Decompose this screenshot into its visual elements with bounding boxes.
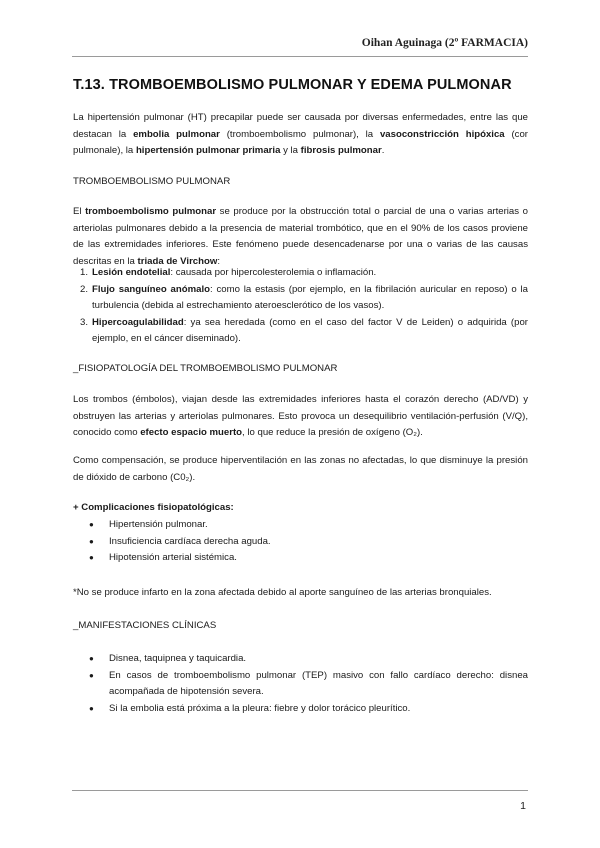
bullet-icon: ● bbox=[89, 536, 94, 546]
intro-text-5: . bbox=[381, 145, 385, 156]
list-item-text: Insuficiencia cardíaca derecha aguda. bbox=[109, 535, 271, 547]
fisio-text-1: Los trombos (émbolos), viajan desde las extremidades inferiores hasta el corazón derecho (AD/VD) y obstruyen las arterias y arteriolas pulmonares. Esto provoca un desequilibrio ventilación-perfusión (V/Q), conocido como bbox=[73, 394, 528, 438]
bullet-icon: ● bbox=[89, 670, 94, 680]
list-item-text: : ya sea heredada (como en el caso del factor V de Leiden) o adquirida (por ejemplo, en el cáncer diseminado). bbox=[92, 316, 528, 344]
tep-bold-2: triada de Virchow bbox=[137, 255, 218, 267]
bullet-icon: ● bbox=[89, 654, 94, 663]
intro-bold-4: fibrosis pulmonar bbox=[300, 145, 382, 156]
intro-text-3: (cor pulmonale), la bbox=[73, 128, 528, 156]
bullet-icon: ● bbox=[89, 520, 94, 529]
list-item bbox=[73, 651, 528, 668]
list-item bbox=[73, 315, 528, 348]
virchow-list bbox=[73, 265, 528, 348]
list-number: 3. bbox=[80, 316, 89, 328]
list-number: 1. bbox=[80, 267, 89, 278]
complications-heading: + Complicaciones fisiopatológicas: bbox=[73, 502, 234, 513]
bullet-icon: ● bbox=[89, 703, 94, 713]
list-item-bold: Lesión endotelial bbox=[92, 267, 171, 278]
list-item bbox=[73, 282, 528, 315]
fisio-bold-1: efecto espacio muerto bbox=[140, 427, 243, 438]
list-item bbox=[73, 550, 528, 567]
intro-bold-3: hipertensión pulmonar primaria bbox=[135, 145, 281, 156]
section-heading-manifestaciones: _MANIFESTACIONES CLÍNICAS bbox=[73, 620, 217, 631]
list-item-text: Hipotensión arterial sistémica. bbox=[109, 552, 237, 563]
manifestaciones-list bbox=[73, 651, 528, 717]
intro-paragraph bbox=[73, 110, 528, 160]
page-number: 1 bbox=[520, 800, 526, 812]
list-item-text: Hipertensión pulmonar. bbox=[109, 519, 208, 530]
tep-text-1: El bbox=[73, 206, 86, 217]
list-item-text: : como la estasis (por ejemplo, en la fibrilación auricular en reposo) o la turbulencia (debida al estrechamiento ateroesclerótico de los vasos). bbox=[92, 283, 528, 311]
fisio-text-2: , lo que reduce la presión de oxígeno (O₂). bbox=[242, 427, 423, 438]
page-title: T.13. TROMBOEMBOLISMO PULMONAR Y EDEMA PULMONAR bbox=[73, 77, 512, 93]
bullet-icon: ● bbox=[89, 553, 94, 562]
footer-rule bbox=[72, 790, 528, 791]
list-item-bold: Flujo sanguíneo anómalo bbox=[92, 283, 210, 295]
list-item bbox=[73, 517, 528, 534]
intro-bold-2: vasoconstricción hipóxica bbox=[379, 128, 505, 140]
tep-text-2: se produce por la obstrucción total o parcial de una o varias arterias o arteriolas pulmonares debido a la presencia de material trombótico, que en el 90% de los casos proviene de las extremidades inferiores. Este fenómeno puede desencadenarse por una o varias de las causas descritas en la bbox=[73, 206, 528, 267]
fisiopatologia-paragraph-2: Como compensación, se produce hiperventilación en las zonas no afectadas, lo que disminuye la presión de dióxido de carbono (C0₂). bbox=[73, 455, 528, 483]
intro-bold-1: embolia pulmonar bbox=[133, 128, 220, 140]
header-author: Oihan Aguinaga (2º FARMACIA) bbox=[361, 37, 528, 49]
list-item bbox=[73, 701, 528, 718]
header-rule bbox=[72, 56, 528, 57]
section-heading-fisiopatologia: _FISIOPATOLOGÍA DEL TROMBOEMBOLISMO PULMONAR bbox=[73, 363, 338, 374]
list-item-text: Disnea, taquipnea y taquicardia. bbox=[109, 653, 247, 664]
list-item bbox=[73, 668, 528, 701]
complications-list bbox=[73, 517, 528, 567]
footnote: *No se produce infarto en la zona afectada debido al aporte sanguíneo de las arterias bronquiales. bbox=[73, 587, 492, 598]
tep-paragraph bbox=[73, 204, 528, 270]
tep-text-3: : bbox=[217, 255, 220, 267]
tep-bold-1: tromboembolismo pulmonar bbox=[85, 206, 217, 217]
fisiopatologia-paragraph-1 bbox=[73, 392, 528, 442]
list-item bbox=[73, 534, 528, 551]
list-number: 2. bbox=[80, 283, 89, 295]
intro-text-2: (tromboembolismo pulmonar), la bbox=[219, 128, 380, 140]
list-item bbox=[73, 265, 528, 282]
list-item-bold: Hipercoagulabilidad bbox=[92, 316, 184, 328]
list-item-text: Si la embolia está próxima a la pleura: fiebre y dolor torácico pleurítico. bbox=[109, 702, 411, 714]
list-item-text: En casos de tromboembolismo pulmonar (TEP) masivo con fallo cardíaco derecho: disnea acompañada de hipotensión severa. bbox=[109, 669, 528, 697]
intro-text-4: y la bbox=[280, 145, 301, 156]
section-heading-tep: TROMBOEMBOLISMO PULMONAR bbox=[73, 176, 231, 187]
list-item-text: : causada por hipercolesterolemia o inflamación. bbox=[170, 267, 377, 278]
intro-text-1: La hipertensión pulmonar (HT) precapilar puede ser causada por diversas enfermedades, entre las que destacan la bbox=[73, 112, 528, 140]
